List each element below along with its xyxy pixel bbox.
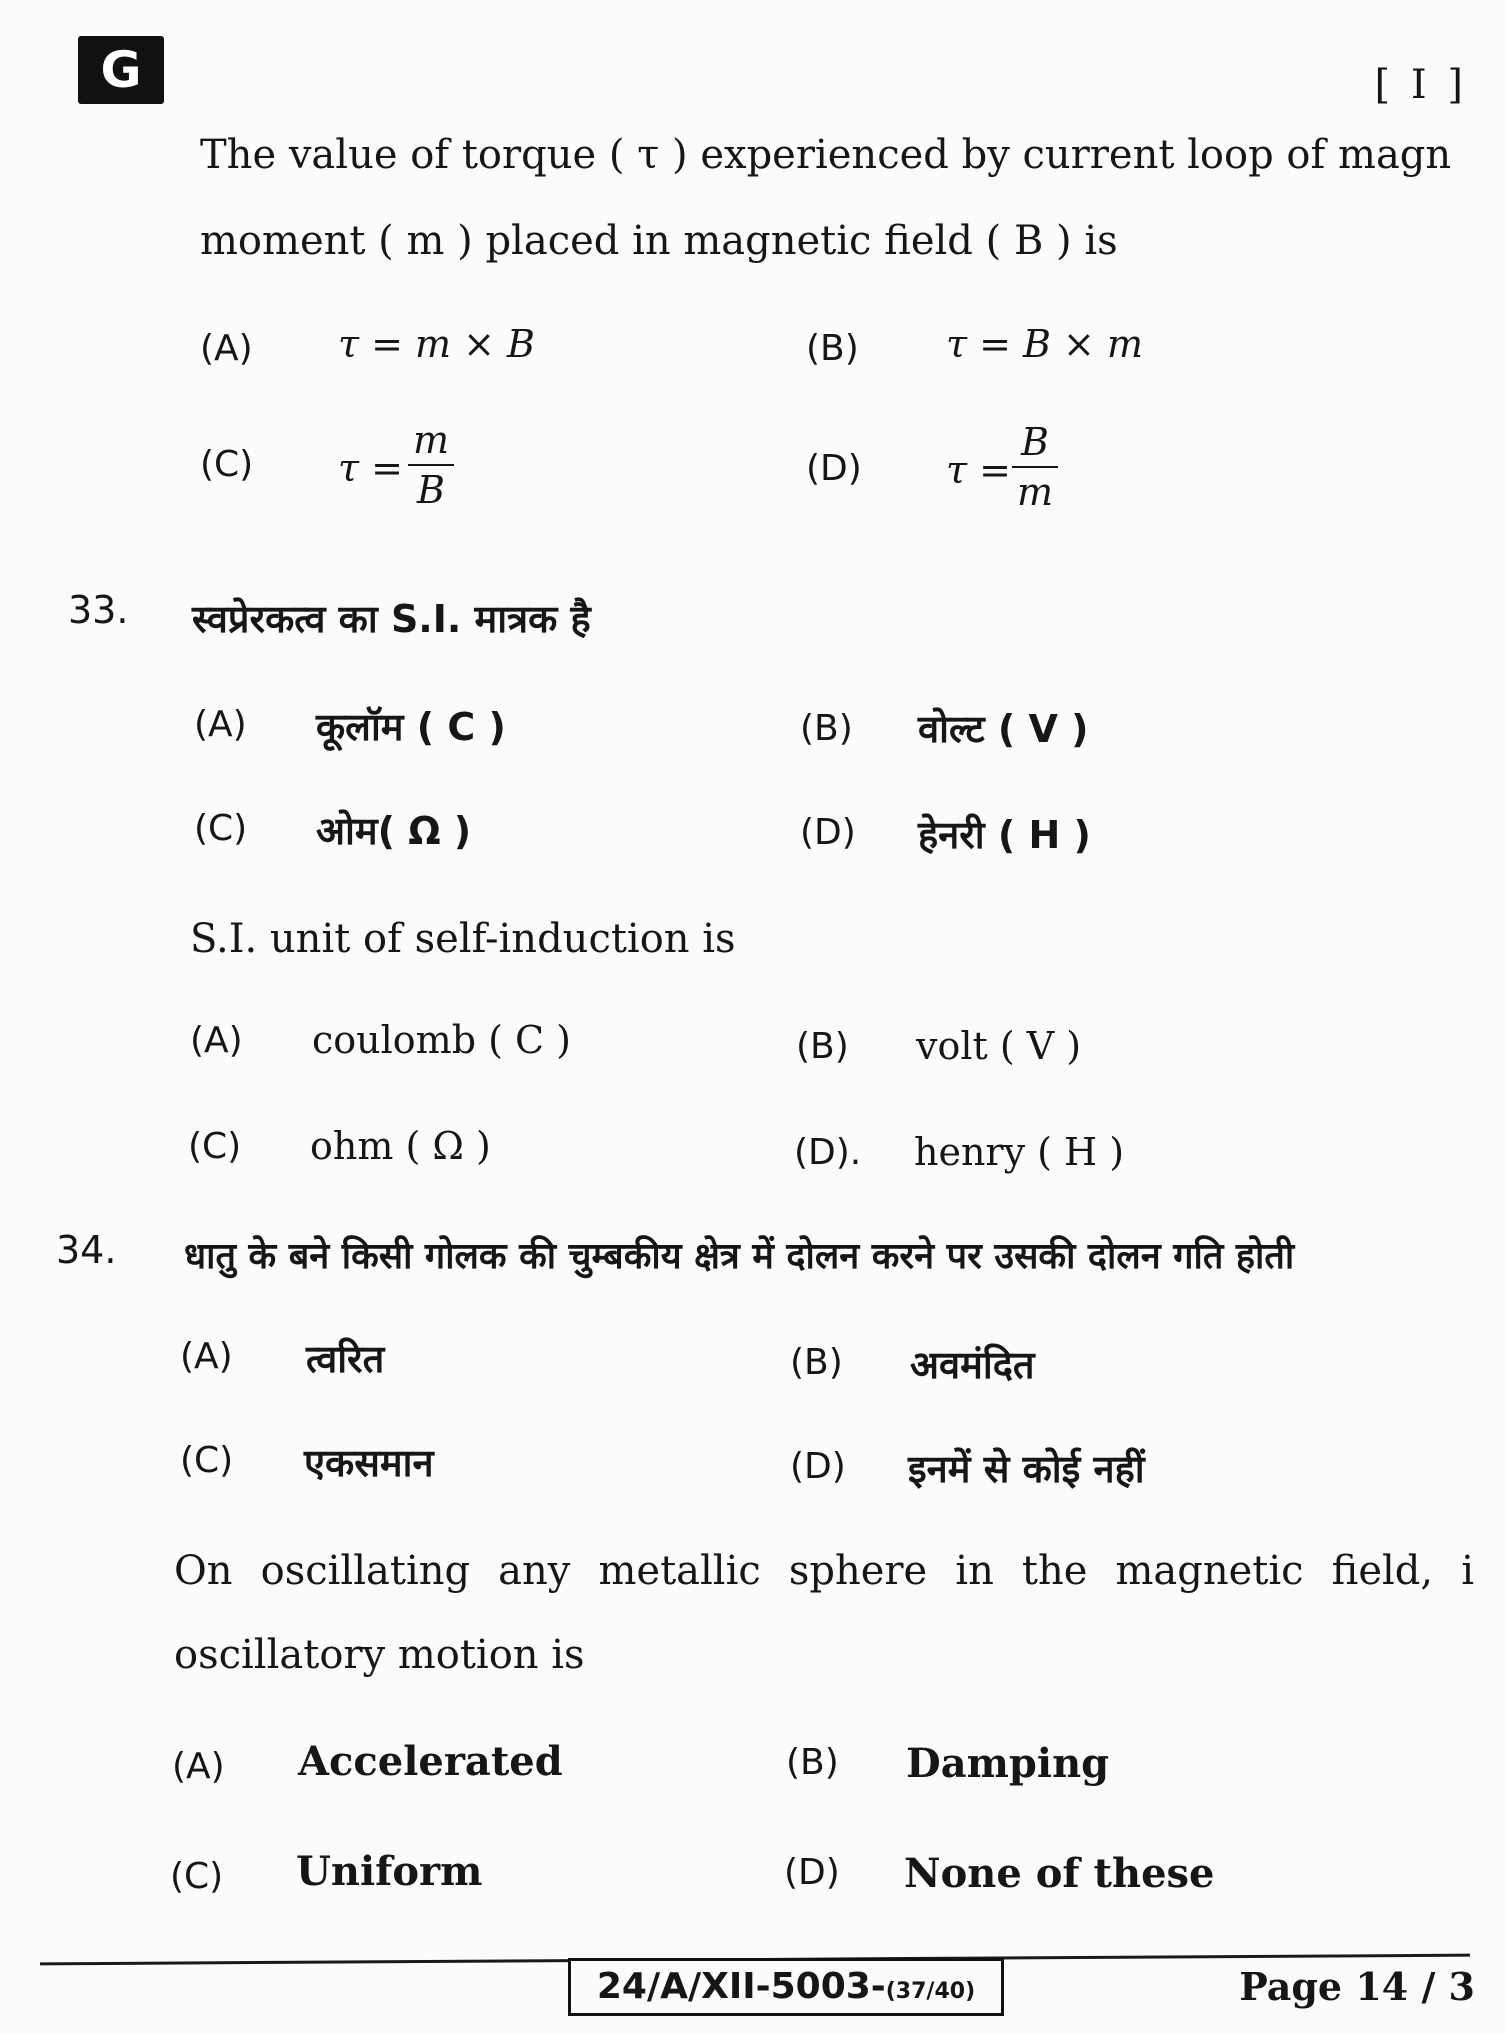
fraction-bar (408, 464, 454, 466)
q33-hi-option-b-label: (B) (800, 708, 853, 749)
q32-option-b-label: (B) (806, 328, 859, 369)
paper-code-box (568, 1958, 1004, 2016)
q33-en-option-b-label: (B) (796, 1026, 849, 1067)
q34-en-option-b-text: Damping (906, 1740, 1110, 1787)
q32-option-d-fraction (1012, 420, 1058, 514)
q33-en-option-a-text: coulomb ( C ) (312, 1018, 571, 1062)
q33-en-option-c-label: (C) (188, 1126, 242, 1167)
paper-code-suffix: (37/40) (885, 1979, 976, 2004)
q33-hi-option-c-label: (C) (194, 808, 248, 849)
q33-number: 33. (68, 588, 129, 632)
q34-en-option-c-label: (C) (170, 1856, 224, 1897)
q33-hi-option-a-label: (A) (194, 704, 247, 745)
q34-hi-option-b-text: अवमंदित (910, 1343, 1035, 1387)
q32-option-d-lhs: τ = (946, 448, 1011, 492)
q34-stem-hindi: धातु के बने किसी गोलक की चुम्बकीय क्षेत्र में दोलन करने पर उसकी दोलन गति होती (184, 1236, 1295, 1277)
q34-hi-option-c-label: (C) (180, 1440, 234, 1481)
q33-hi-option-d-label: (D) (800, 812, 856, 853)
page-number: Page 14 / 3 (1239, 1964, 1475, 2009)
q34-hi-option-d-label: (D) (790, 1446, 846, 1487)
q33-en-option-a-label: (A) (190, 1020, 243, 1061)
q34-en-option-b-label: (B) (786, 1742, 839, 1783)
q33-hi-option-a-text: कूलॉम ( C ) (316, 705, 506, 749)
q32-option-c-lhs: τ = (338, 446, 403, 490)
q34-hi-option-b-label: (B) (790, 1342, 843, 1383)
set-badge: G (78, 36, 164, 104)
q33-hi-option-d-text: हेनरी ( H ) (918, 813, 1091, 857)
q32-stem-line1: The value of torque ( τ ) experienced by current loop of magn (200, 132, 1452, 178)
q34-en-option-d-label: (D) (784, 1852, 840, 1893)
q32-option-c-denominator: B (417, 468, 445, 512)
q34-en-option-c-text: Uniform (296, 1848, 483, 1895)
q33-en-option-c-text: ohm ( Ω ) (310, 1124, 491, 1168)
q33-stem-english: S.I. unit of self-induction is (190, 916, 736, 962)
q33-en-option-d-text: henry ( H ) (914, 1130, 1125, 1174)
q32-option-b-expr: τ = B × m (946, 322, 1143, 366)
q32-option-c-label: (C) (200, 444, 254, 485)
q34-stem-english-line1: On oscillating any metallic sphere in the magnetic field, i (174, 1548, 1474, 1594)
q33-en-option-d-label: (D). (794, 1132, 862, 1173)
q32-option-d-label: (D) (806, 448, 862, 489)
paper-code: 24/A/XII-5003- (596, 1966, 886, 2007)
q33-stem-hindi: स्वप्रेरकत्व का S.I. मात्रक है (192, 597, 591, 641)
q34-number: 34. (56, 1228, 117, 1272)
q34-hi-option-c-text: एकसमान (304, 1441, 434, 1485)
q34-stem-english-line2: oscillatory motion is (174, 1632, 585, 1678)
q34-en-option-d-text: None of these (904, 1850, 1215, 1897)
q32-option-a-label: (A) (200, 328, 253, 369)
q32-option-c-fraction (408, 418, 454, 512)
q32-stem-line2: moment ( m ) placed in magnetic field ( B ) is (200, 218, 1118, 264)
q34-hi-option-d-text: इनमें से कोई नहीं (908, 1447, 1145, 1491)
q34-en-option-a-text: Accelerated (298, 1738, 563, 1785)
q32-option-d-numerator: B (1021, 420, 1049, 464)
q34-hi-option-a-text: त्वरित (306, 1337, 385, 1381)
q33-hi-option-c-text: ओम( Ω ) (316, 809, 472, 853)
q34-hi-option-a-label: (A) (180, 1336, 233, 1377)
q33-hi-option-b-text: वोल्ट ( V ) (918, 707, 1089, 751)
q32-option-a-expr: τ = m × B (338, 322, 535, 366)
q32-option-c-numerator: m (412, 418, 450, 462)
q34-en-option-a-label: (A) (172, 1746, 225, 1787)
q32-option-d-denominator: m (1016, 470, 1054, 514)
fraction-bar (1012, 466, 1058, 468)
corner-mark: [ I ] (1374, 62, 1467, 108)
q33-en-option-b-text: volt ( V ) (916, 1024, 1082, 1068)
